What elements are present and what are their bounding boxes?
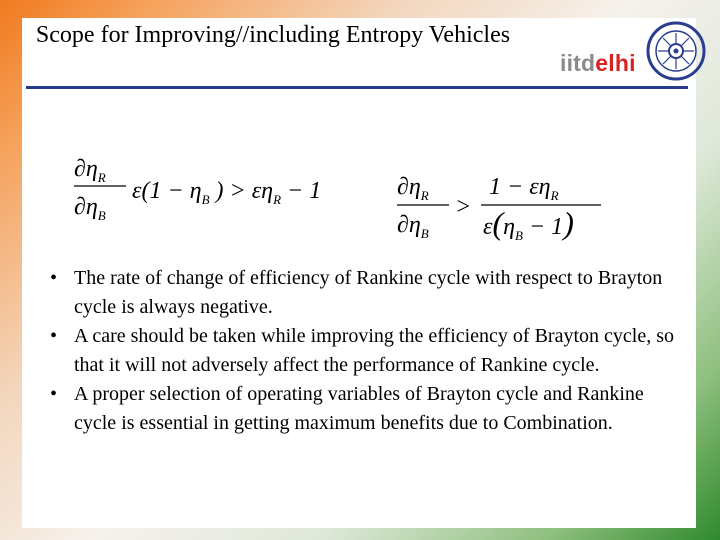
eq1-lhs-denominator: $\partial\eta_B$	[74, 194, 106, 222]
bullet-item	[50, 380, 690, 438]
logo-text-part1: iitd	[560, 50, 596, 76]
bullet-item	[50, 264, 690, 322]
bullet-text: A proper selection of operating variables of Brayton cycle and Rankine cycle is essential in getting maximum benefits due to Combination.	[74, 383, 644, 434]
equation-1	[72, 142, 362, 222]
iit-delhi-seal-icon	[646, 21, 706, 81]
equation-2	[395, 168, 605, 243]
eq2-relation: >	[455, 194, 472, 220]
eq2-lhs-denominator: $\partial\eta_B$	[397, 212, 429, 241]
bullet-text: A care should be taken while improving the efficiency of Brayton cycle, so that it will not adversely affect the performance of Rankine cycle.	[74, 325, 674, 376]
iitdelhi-logo-text	[560, 50, 636, 77]
slide-title: Scope for Improving//including Entropy Vehicles	[35, 22, 511, 48]
bullet-marker: •	[50, 267, 58, 289]
logo-text-part2: elhi	[595, 50, 636, 76]
eq1-lhs-numerator: $\partial\eta_R$	[74, 156, 106, 185]
bullet-text: The rate of change of efficiency of Rankine cycle with respect to Brayton cycle is always negative.	[74, 267, 663, 318]
eq2-lhs-numerator: $\partial\eta_R$	[397, 174, 429, 203]
bullet-marker: •	[50, 325, 58, 347]
eq2-rhs-numerator: $1 - \varepsilon\eta_R$	[489, 174, 559, 203]
title-divider	[26, 86, 688, 89]
bullet-marker: •	[50, 383, 58, 405]
eq1-expression: $\varepsilon(1 - \eta_B$ ) > $\varepsilon\eta_R - 1$	[132, 178, 322, 207]
bullet-item	[50, 322, 690, 380]
eq2-rhs-denominator: $\varepsilon(\eta_B - 1)$	[483, 205, 574, 243]
slide	[22, 18, 696, 528]
bullet-list	[50, 264, 690, 438]
